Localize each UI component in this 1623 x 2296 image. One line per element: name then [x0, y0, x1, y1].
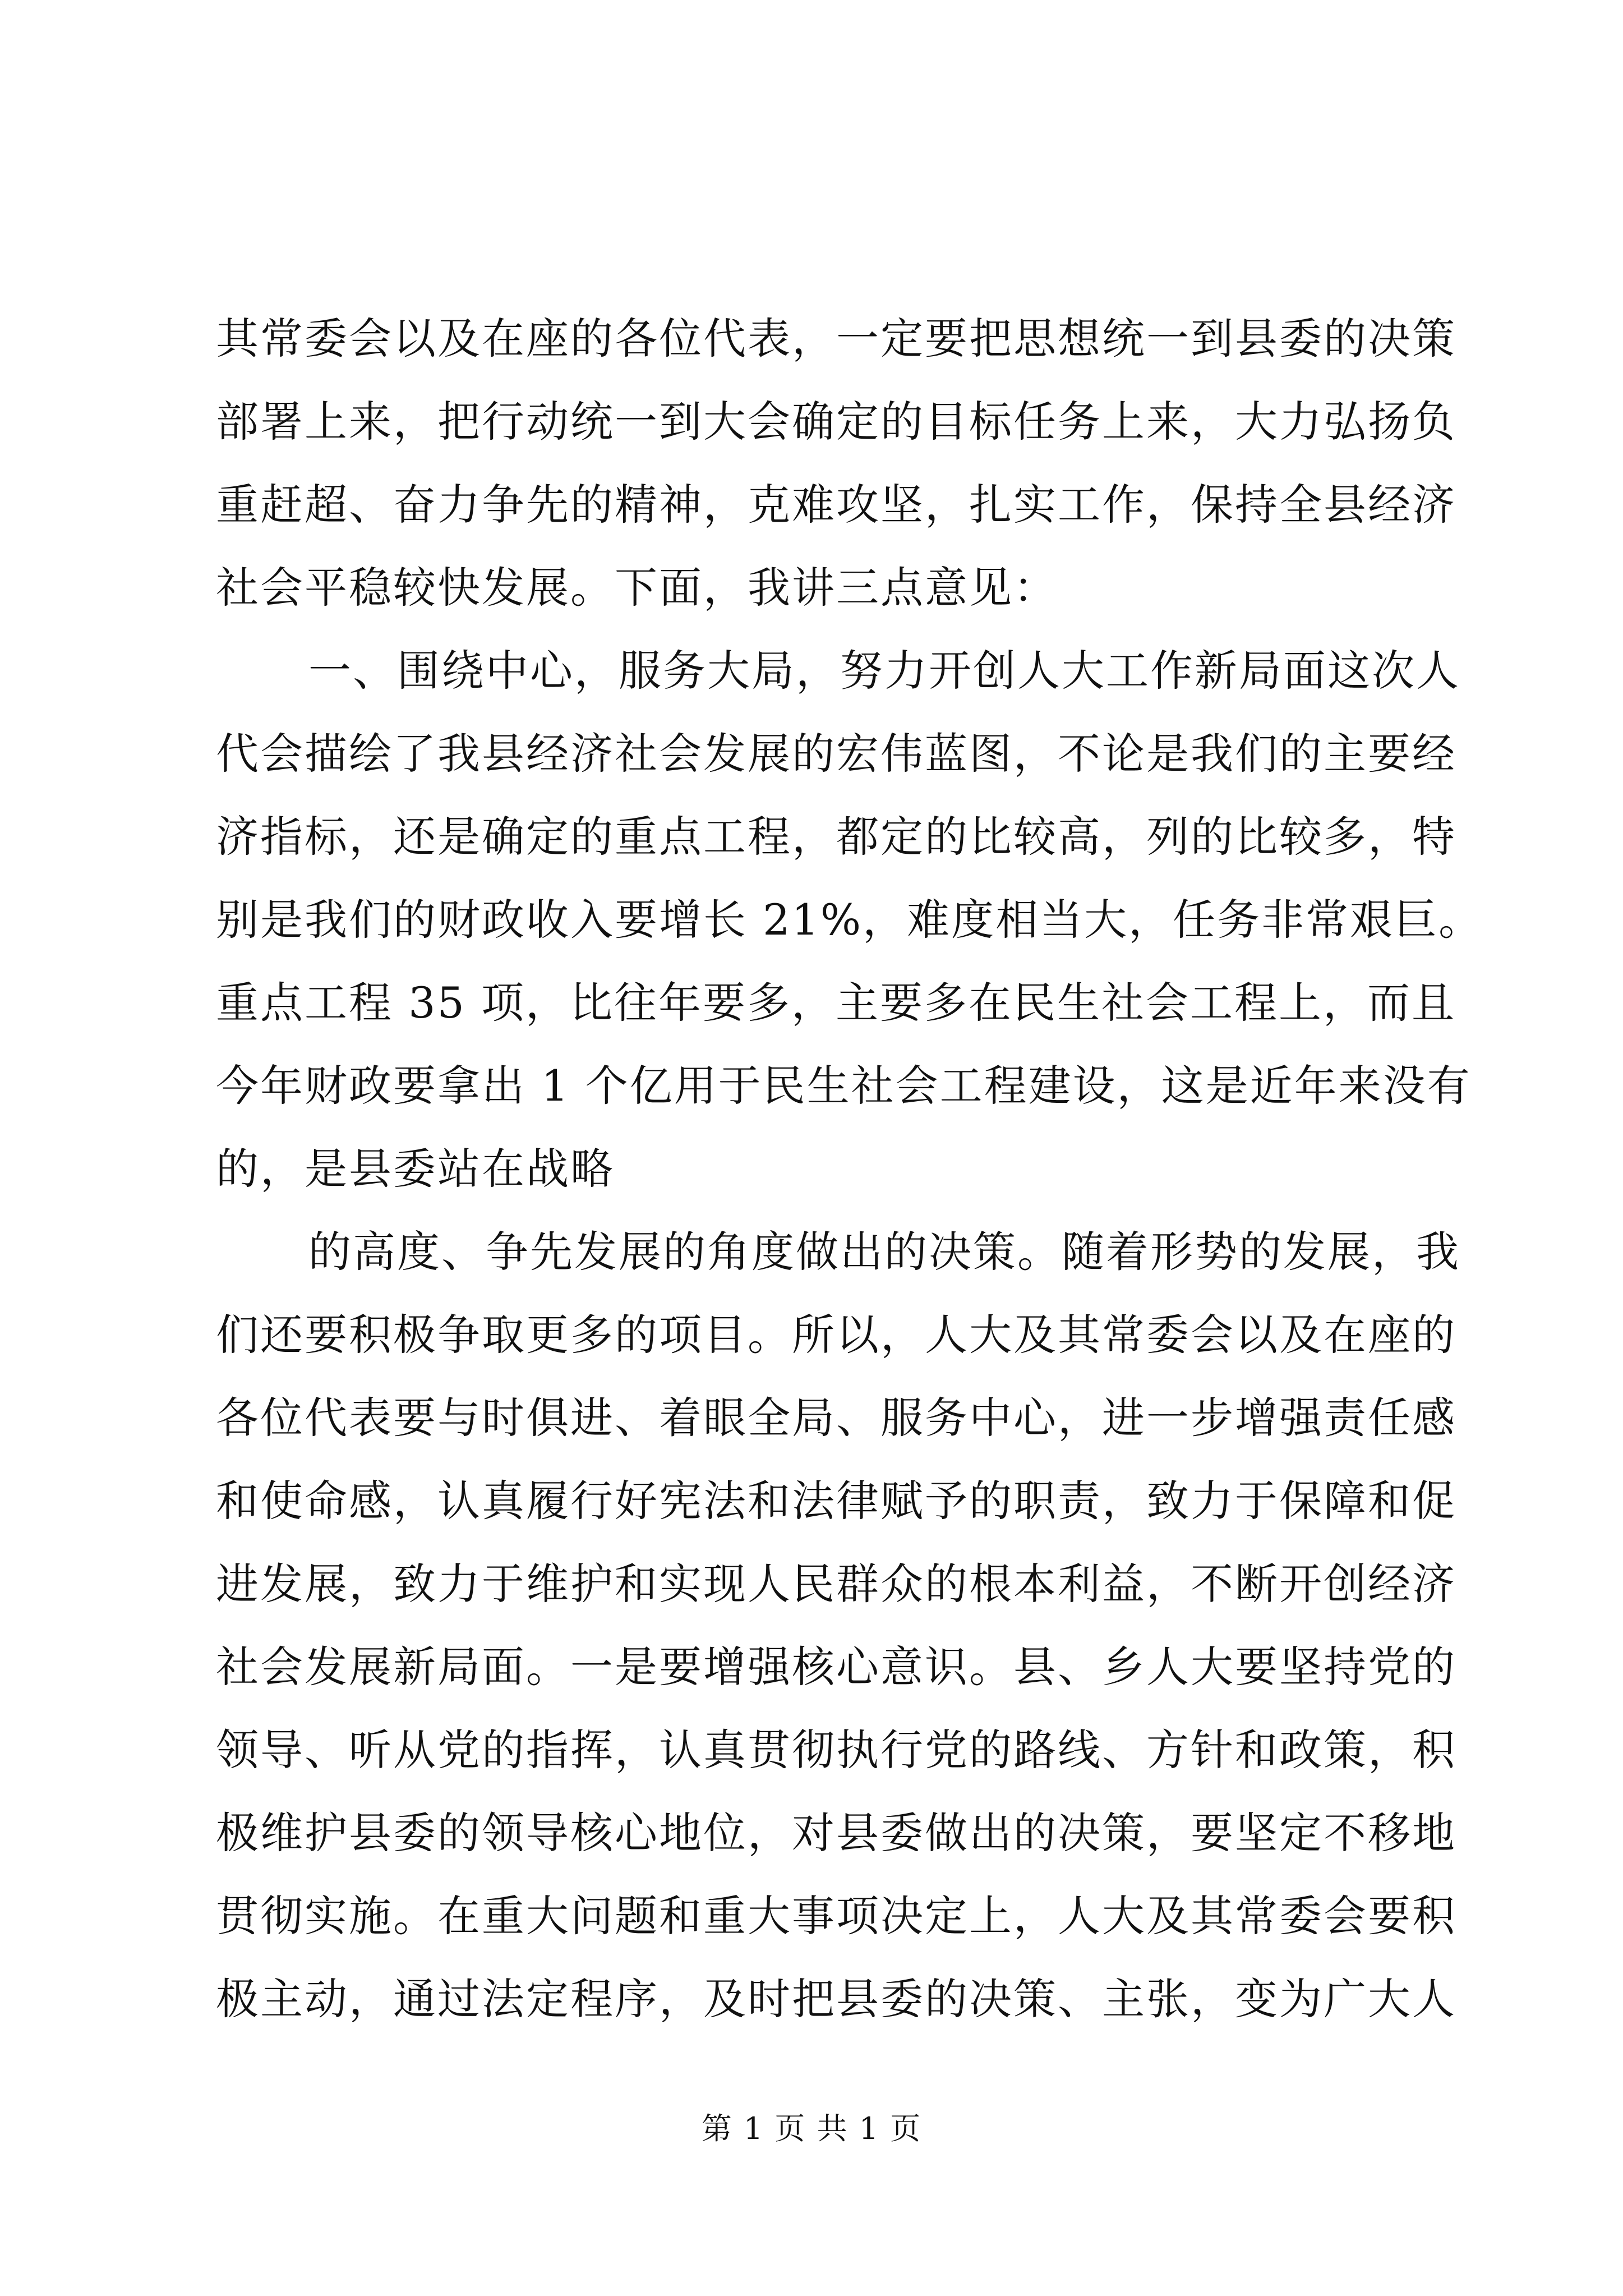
- line-text: 部署上来，把行动统一到大会确定的目标任务上来，大力弘扬负: [216, 397, 1456, 447]
- line-text: 其常委会以及在座的各位代表，一定要把思想统一到县委的决策: [216, 314, 1456, 364]
- text-line: [216, 1626, 1456, 1709]
- line-text: 的，是县委站在战略: [216, 1144, 615, 1194]
- text-line: [216, 1045, 1472, 1128]
- body-text: [216, 297, 1483, 2041]
- line-text: 代会描绘了我县经济社会发展的宏伟蓝图，不论是我们的主要经: [216, 729, 1456, 779]
- line-text: 贯彻实施。在重大问题和重大事项决定上，人大及其常委会要积: [216, 1891, 1456, 1941]
- page-number-label: 第 1 页 共 1 页: [701, 2111, 922, 2146]
- line-text: 重点工程 35 项，比往年要多，主要多在民生社会工程上，而且: [216, 978, 1456, 1028]
- text-line: [216, 1792, 1456, 1875]
- page-footer: [0, 2109, 1623, 2148]
- line-text: 各位代表要与时俱进、着眼全局、服务中心，进一步增强责任感: [216, 1393, 1456, 1443]
- text-line: [216, 1958, 1456, 2041]
- line-text: 极主动，通过法定程序，及时把县委的决策、主张，变为广大人: [216, 1974, 1456, 2024]
- text-line: [216, 961, 1456, 1045]
- line-text: 重赶超、奋力争先的精神，克难攻坚，扎实工作，保持全县经济: [216, 480, 1456, 530]
- line-text: 的高度、争先发展的角度做出的决策。随着形势的发展，我: [308, 1227, 1460, 1277]
- text-line: [216, 463, 1456, 546]
- text-line: [216, 1294, 1456, 1377]
- text-line: [216, 1460, 1456, 1543]
- line-text: 领导、听从党的指挥，认真贯彻执行党的路线、方针和政策，积: [216, 1725, 1456, 1775]
- line-text: 社会发展新局面。一是要增强核心意识。县、乡人大要坚持党的: [216, 1642, 1456, 1692]
- text-line: [216, 546, 1408, 629]
- line-text: 们还要积极争取更多的项目。所以，人大及其常委会以及在座的: [216, 1310, 1456, 1360]
- text-line: [216, 1128, 1408, 1211]
- line-text: 极维护县委的领导核心地位，对县委做出的决策，要坚定不移地: [216, 1808, 1456, 1858]
- text-line: [216, 380, 1456, 463]
- line-text: 济指标，还是确定的重点工程，都定的比较高，列的比较多，特: [216, 812, 1456, 862]
- line-text: 一、围绕中心，服务大局，努力开创人大工作新局面这次人: [308, 646, 1460, 696]
- text-line: [216, 1543, 1456, 1626]
- text-line: [216, 1709, 1456, 1792]
- text-line: [216, 629, 1460, 712]
- line-text: 社会平稳较快发展。下面，我讲三点意见：: [216, 563, 1058, 613]
- text-line: [216, 878, 1483, 961]
- text-line: [216, 297, 1456, 380]
- line-text: 今年财政要拿出 1 个亿用于民生社会工程建设，这是近年来没有: [216, 1061, 1472, 1111]
- line-text: 进发展，致力于维护和实现人民群众的根本利益，不断开创经济: [216, 1559, 1456, 1609]
- text-line: [216, 712, 1456, 795]
- text-line: [216, 1875, 1456, 1958]
- text-line: [216, 1377, 1456, 1460]
- text-line: [216, 1211, 1460, 1294]
- text-line: [216, 795, 1456, 878]
- line-text: 和使命感，认真履行好宪法和法律赋予的职责，致力于保障和促: [216, 1476, 1456, 1526]
- line-text: 别是我们的财政收入要增长 21%，难度相当大，任务非常艰巨。: [216, 895, 1483, 945]
